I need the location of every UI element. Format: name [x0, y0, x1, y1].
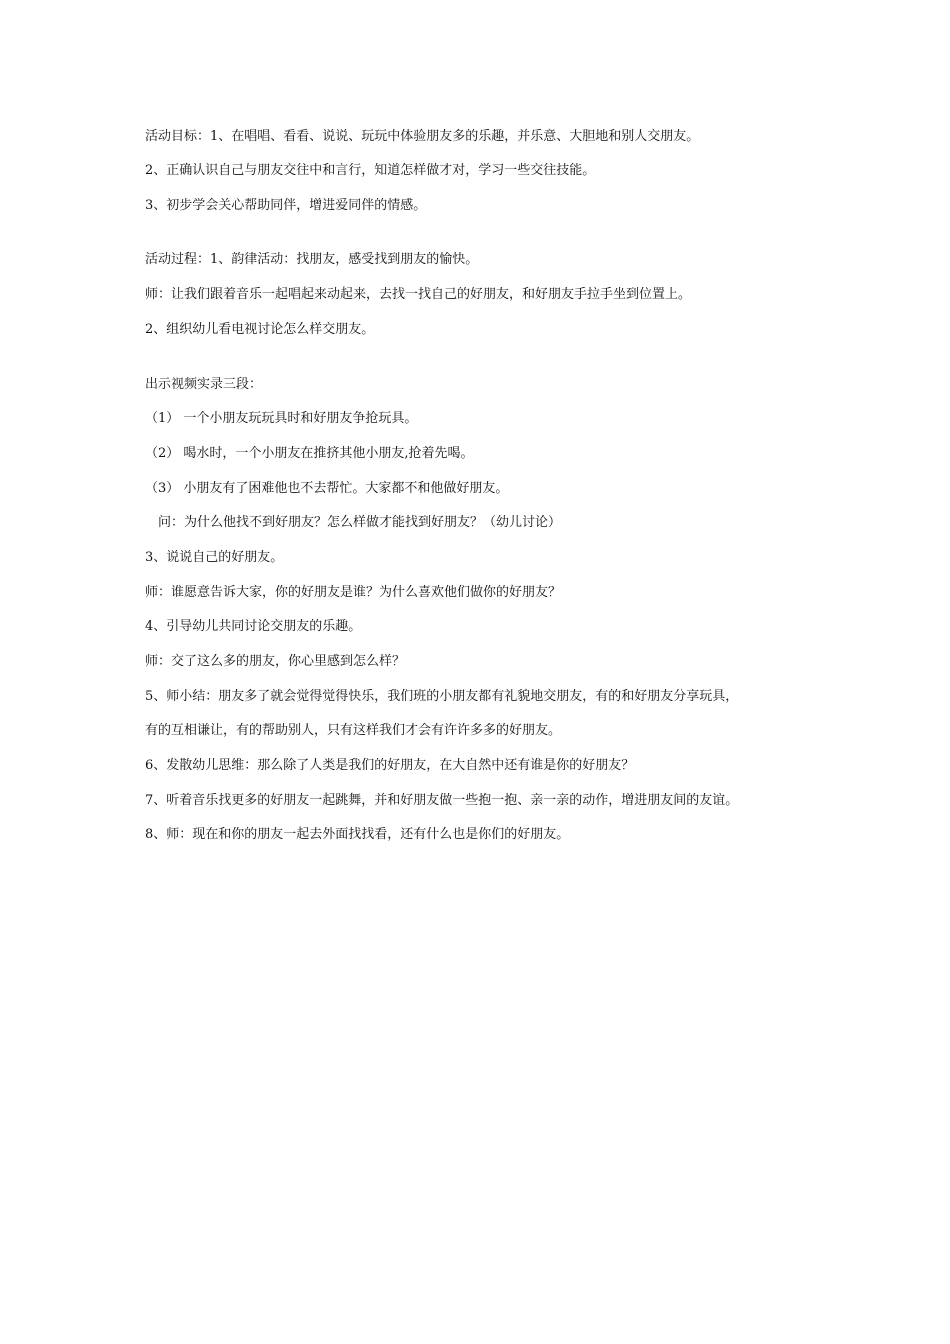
process-step-5: 5、师小结：朋友多了就会觉得觉得快乐，我们班的小朋友都有礼貌地交朋友，有的和好朋友分享玩具，	[145, 689, 739, 704]
activity-goal-2: 2、正确认识自己与朋友交往中和言行，知道怎样做才对，学习一些交往技能。	[145, 163, 596, 178]
teacher-line-2: 师：谁愿意告诉大家，你的好朋友是谁？为什么喜欢他们做你的好朋友？	[145, 585, 562, 600]
question-line: 问：为什么他找不到好朋友？怎么样做才能找到好朋友？（幼儿讨论）	[158, 515, 562, 530]
process-step-8: 8、师：现在和你的朋友一起去外面找找看，还有什么也是你们的好朋友。	[145, 827, 570, 842]
video-item-1: （1） 一个小朋友玩玩具时和好朋友争抢玩具。	[145, 411, 418, 426]
process-step-4: 4、引导幼儿共同讨论交朋友的乐趣。	[145, 619, 362, 634]
process-step-2: 2、组织幼儿看电视讨论怎么样交朋友。	[145, 322, 375, 337]
process-step-1: 活动过程：1、韵律活动：找朋友，感受找到朋友的愉快。	[145, 252, 479, 267]
process-step-5-continued: 有的互相谦让，有的帮助别人，只有这样我们才会有许许多多的好朋友。	[145, 723, 562, 738]
activity-goal-1: 活动目标：1、在唱唱、看看、说说、玩玩中体验朋友多的乐趣，并乐意、大胆地和别人交朋友。	[145, 129, 700, 144]
teacher-line-3: 师：交了这么多的朋友，你心里感到怎么样？	[145, 654, 406, 669]
video-item-2: （2） 喝水时，一个小朋友在推挤其他小朋友,抢着先喝。	[145, 446, 474, 461]
activity-goal-3: 3、初步学会关心帮助同伴，增进爱同伴的情感。	[145, 198, 427, 213]
teacher-line-1: 师：让我们跟着音乐一起唱起来动起来，去找一找自己的好朋友，和好朋友手拉手坐到位置上。	[145, 287, 692, 302]
video-intro: 出示视频实录三段：	[145, 377, 263, 392]
process-step-6: 6、发散幼儿思维：那么除了人类是我们的好朋友，在大自然中还有谁是你的好朋友？	[145, 758, 635, 773]
process-step-7: 7、听着音乐找更多的好朋友一起跳舞，并和好朋友做一些抱一抱、亲一亲的动作，增进朋友间的友谊。	[145, 793, 739, 808]
process-step-3: 3、说说自己的好朋友。	[145, 550, 284, 565]
video-item-3: （3） 小朋友有了困难他也不去帮忙。大家都不和他做好朋友。	[145, 481, 509, 496]
